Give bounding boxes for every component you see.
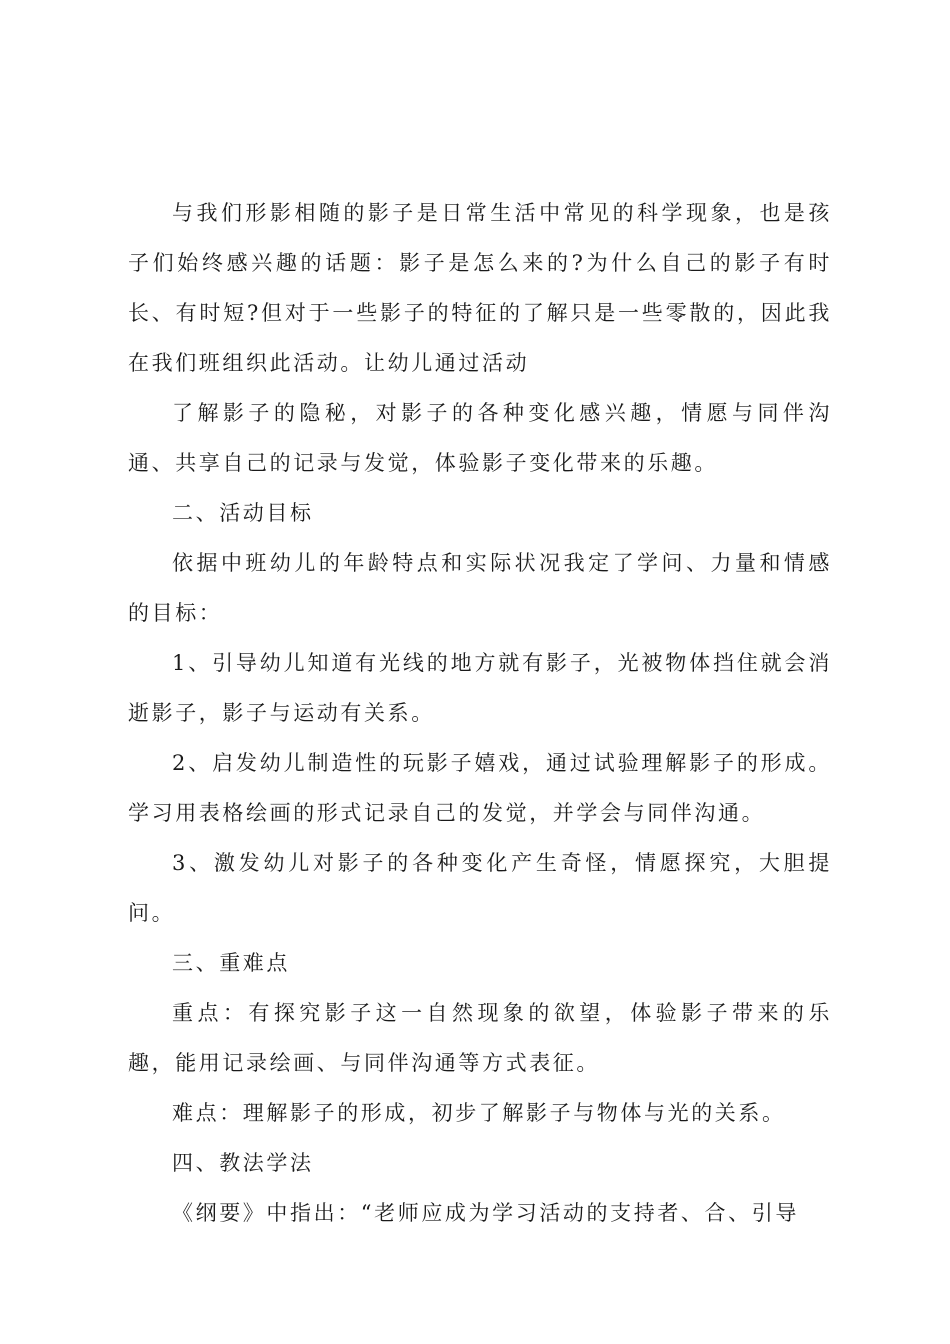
goal-item-2: 2、启发幼儿制造性的玩影子嬉戏，通过试验理解影子的形成。学习用表格绘画的形式记录自己的发觉，并学会与同伴沟通。	[128, 751, 832, 825]
paragraph-goals-intro: 依据中班幼儿的年龄特点和实际状况我定了学问、力量和情感的目标：	[128, 551, 832, 625]
goal-item-1: 1、引导幼儿知道有光线的地方就有影子，光被物体挡住就会消逝影子，影子与运动有关系。	[128, 651, 832, 725]
paragraph-methods: 《纲要》中指出：“老师应成为学习活动的支持者、合、引导	[172, 1201, 799, 1225]
goal-item-3: 3、激发幼儿对影子的各种变化产生奇怪，情愿探究，大胆提问。	[128, 851, 832, 925]
section-heading-methods: 四、教法学法	[172, 1151, 314, 1175]
document-body	[128, 188, 832, 1238]
paragraph-intro: 与我们形影相随的影子是日常生活中常见的科学现象，也是孩子们始终感兴趣的话题：影子是怎么来的?为什么自己的影子有时长、有时短?但对于一些影子的特征的了解只是一些零散的，因此我在我们班组织此活动。让幼儿通过活动	[128, 201, 832, 375]
section-heading-key-points: 三、重难点	[172, 951, 290, 975]
paragraph-key-point: 重点：有探究影子这一自然现象的欲望，体验影子带来的乐趣，能用记录绘画、与同伴沟通等方式表征。	[128, 1001, 832, 1075]
section-heading-goals: 二、活动目标	[172, 501, 314, 525]
paragraph-difficult-point: 难点：理解影子的形成，初步了解影子与物体与光的关系。	[172, 1101, 786, 1125]
paragraph-intro-continued: 了解影子的隐秘，对影子的各种变化感兴趣，情愿与同伴沟通、共享自己的记录与发觉，体验影子变化带来的乐趣。	[128, 401, 832, 475]
